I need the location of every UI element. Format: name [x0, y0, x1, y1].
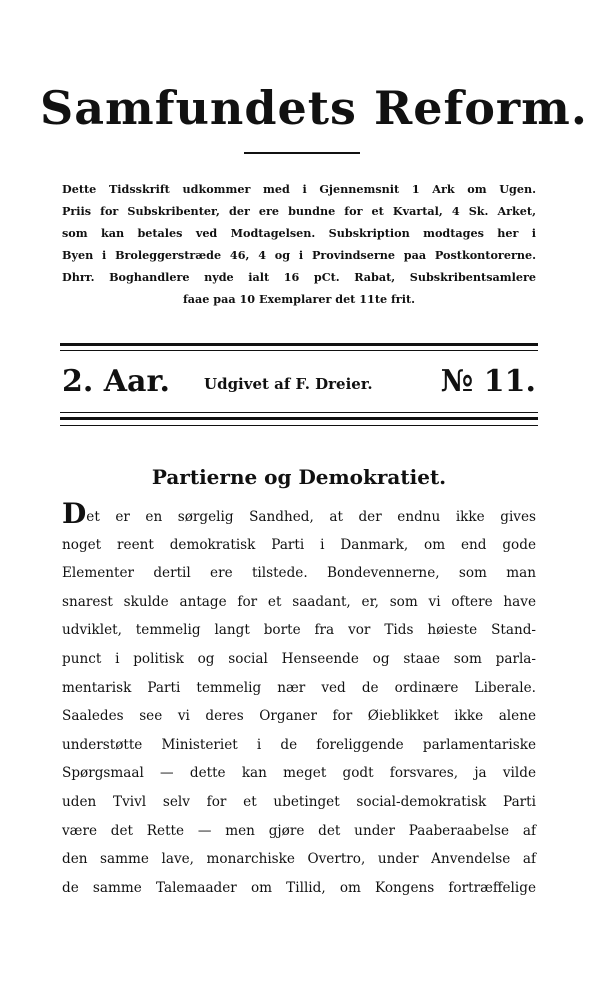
header-rule-bottom-thin-2 [60, 425, 538, 426]
masthead-divider [244, 152, 360, 154]
header-rule-top-thick [60, 343, 538, 346]
notice-line: som kan betales ved Modtagelsen. Subskription modtages her i [62, 226, 536, 240]
notice-line: Dette Tidsskrift udkommer med i Gjennemsnit 1 Ark om Ugen. [62, 182, 536, 196]
body-line: de samme Talemaader om Tillid, om Kongens fortræffelige [62, 879, 536, 896]
body-line: Saaledes see vi deres Organer for Øieblikket ikke alene [62, 708, 536, 725]
article-title: Partierne og Demokratiet. [151, 465, 447, 489]
header-rule-top-thin [60, 350, 538, 351]
notice-line: Dhrr. Boghandlere nyde ialt 16 pCt. Rabat, Subskribentsamlere [62, 270, 536, 284]
body-line: Elementer dertil ere tilstede. Bondevennerne, som man [62, 565, 536, 582]
issue-number: № 11. [440, 364, 536, 399]
body-line: udviklet, temmelig langt borte fra vor Tids høieste Stand- [62, 622, 536, 639]
notice-line: faae paa 10 Exemplarer det 11te frit. [182, 292, 416, 306]
body-line: mentarisk Parti temmelig nær ved de ordinære Liberale. [62, 679, 536, 696]
body-line: understøtte Ministeriet i de foreliggende parlamentariske [62, 736, 536, 753]
notice-line: Byen i Broleggerstræde 46, 4 og i Provindserne paa Postkontorerne. [62, 248, 536, 262]
drop-cap: D [62, 497, 87, 530]
header-rule-bottom-thick [60, 417, 538, 420]
body-line: Spørgsmaal — dette kan meget godt forsvares, ja vilde [62, 765, 536, 782]
body-line: den samme lave, monarchiske Overtro, under Anvendelse af [62, 851, 536, 868]
article-body [62, 497, 536, 902]
body-line: snarest skulde antage for et saadant, er, som vi oftere have [62, 593, 536, 610]
masthead-title: Samfundets Reform. [40, 81, 588, 135]
body-line: noget reent demokratisk Parti i Danmark, om end gode [62, 536, 536, 553]
notice-line: Priis for Subskribenter, der ere bundne for et Kvartal, 4 Sk. Arket, [62, 204, 536, 218]
subscription-notice [62, 178, 536, 310]
header-rule-bottom-thin [60, 412, 538, 413]
body-line: være det Rette — men gjøre det under Paaberaabelse af [62, 822, 536, 839]
body-line: uden Tvivl selv for et ubetinget social-demokratisk Parti [62, 793, 536, 810]
body-line: punct i politisk og social Henseende og staae som parla- [62, 650, 536, 667]
issue-info-row [62, 360, 536, 404]
body-line [62, 497, 536, 531]
publisher-line: Udgivet af F. Dreier. [204, 375, 373, 393]
volume-year: 2. Aar. [62, 364, 170, 399]
body-line-text: et er en sørgelig Sandhed, at der endnu ikke gives [86, 509, 536, 525]
